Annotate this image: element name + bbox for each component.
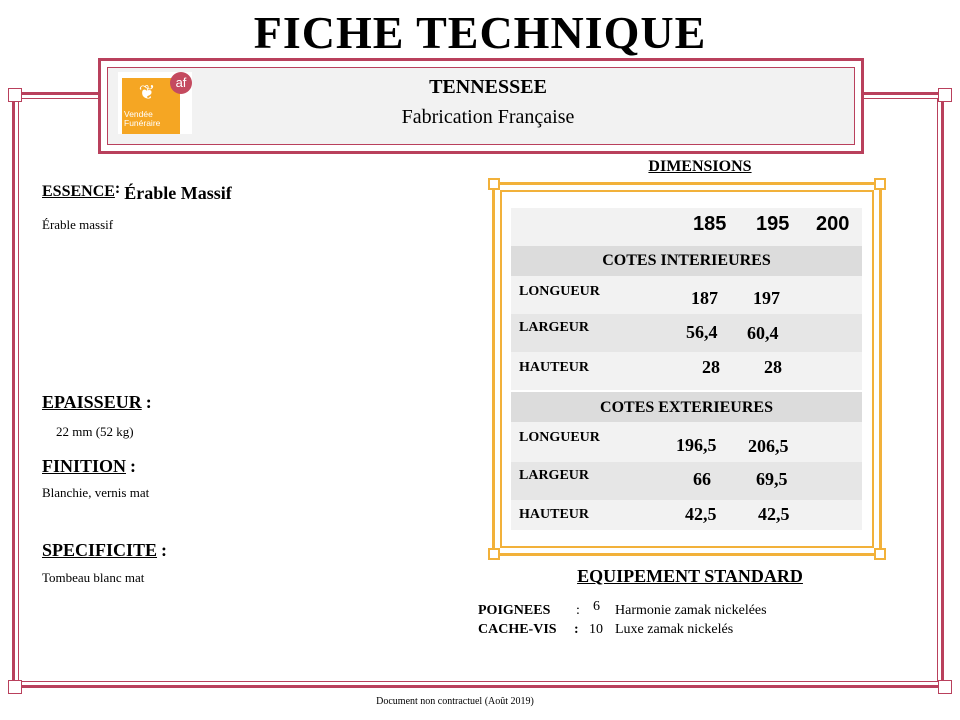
equipment-label: POIGNEES — [478, 603, 551, 618]
equipment-colon: : — [576, 603, 580, 618]
row-label: LONGUEUR — [519, 430, 600, 445]
brand-logo — [118, 72, 192, 134]
cell-value: 187 — [691, 288, 718, 308]
specificite-value: Tombeau blanc mat — [42, 570, 145, 585]
row-label: HAUTEUR — [519, 360, 590, 375]
essence-colon: : — [114, 180, 121, 197]
specificite-colon: : — [161, 540, 168, 560]
cell-value: 42,5 — [758, 504, 790, 524]
cell-value: 197 — [753, 288, 780, 308]
dimensions-title: DIMENSIONS — [648, 158, 752, 175]
specificite-label: SPECIFICITE — [42, 540, 158, 560]
dimensions-frame-corner — [874, 548, 886, 560]
essence-description: Érable massif — [42, 217, 114, 232]
dimensions-frame-corner — [488, 548, 500, 560]
finition-value: Blanchie, vernis mat — [42, 485, 150, 500]
table-row — [511, 422, 862, 462]
finition-section — [42, 456, 136, 477]
size-value: 185 — [693, 213, 727, 235]
table-row — [511, 276, 862, 314]
epaisseur-colon: : — [145, 392, 152, 412]
model-subtitle: Fabrication Française — [401, 106, 575, 128]
section-title: COTES INTERIEURES — [602, 252, 771, 269]
finition-label: FINITION — [42, 456, 127, 476]
table-row — [511, 500, 862, 530]
cell-value: 28 — [702, 357, 720, 377]
page-title: FICHE TECHNIQUE — [253, 7, 707, 58]
cell-value: 206,5 — [748, 436, 789, 456]
equipment-desc: Luxe zamak nickelés — [615, 622, 734, 637]
size-value: 195 — [756, 213, 790, 235]
equipment-item — [478, 622, 557, 638]
essence-value: Érable Massif — [124, 183, 232, 203]
equipment-item — [478, 603, 550, 619]
table-row — [511, 462, 862, 500]
equipment-desc: Harmonie zamak nickelées — [615, 603, 767, 618]
frame-corner — [938, 680, 952, 694]
model-name: TENNESSEE — [429, 76, 547, 98]
heart-icon: ❦ — [138, 82, 156, 104]
essence-section — [42, 180, 232, 201]
specificite-section — [42, 540, 167, 561]
section-header-exterieures — [511, 392, 862, 422]
cell-value: 196,5 — [676, 435, 717, 455]
logo-badge: af — [170, 72, 192, 94]
essence-label: ESSENCE — [42, 183, 115, 200]
sizes-row — [511, 208, 862, 246]
row-label: LARGEUR — [519, 468, 590, 483]
logo-text-line2: Funéraire — [124, 118, 161, 128]
frame-corner — [8, 88, 22, 102]
cell-value: 60,4 — [747, 323, 779, 343]
footer-note: Document non contractuel (Août 2019) — [376, 696, 534, 707]
cell-value: 28 — [764, 357, 782, 377]
logo-text-line1: Vendée — [124, 109, 153, 119]
row-label: LONGUEUR — [519, 284, 600, 299]
equipment-colon: : — [574, 622, 579, 637]
table-row — [511, 314, 862, 352]
section-header-interieures — [511, 246, 862, 276]
frame-corner — [8, 680, 22, 694]
epaisseur-value: 22 mm (52 kg) — [56, 424, 134, 439]
cell-value: 56,4 — [686, 322, 718, 342]
row-label: LARGEUR — [519, 320, 590, 335]
size-value: 200 — [816, 213, 850, 235]
dimensions-frame-corner — [874, 178, 886, 190]
cell-value: 66 — [693, 469, 711, 489]
equipment-qty: 6 — [593, 599, 600, 614]
dimensions-frame-corner — [488, 178, 500, 190]
epaisseur-section — [42, 392, 152, 413]
equipment-label: CACHE-VIS — [478, 622, 557, 637]
finition-colon: : — [130, 456, 137, 476]
cell-value: 69,5 — [756, 469, 788, 489]
equipment-title: EQUIPEMENT STANDARD — [577, 566, 803, 586]
row-label: HAUTEUR — [519, 507, 590, 522]
table-row — [511, 352, 862, 390]
equipment-qty: 10 — [589, 622, 603, 637]
frame-corner — [938, 88, 952, 102]
cell-value: 42,5 — [685, 504, 717, 524]
epaisseur-label: EPAISSEUR — [42, 392, 142, 412]
section-title: COTES EXTERIEURES — [600, 399, 773, 416]
